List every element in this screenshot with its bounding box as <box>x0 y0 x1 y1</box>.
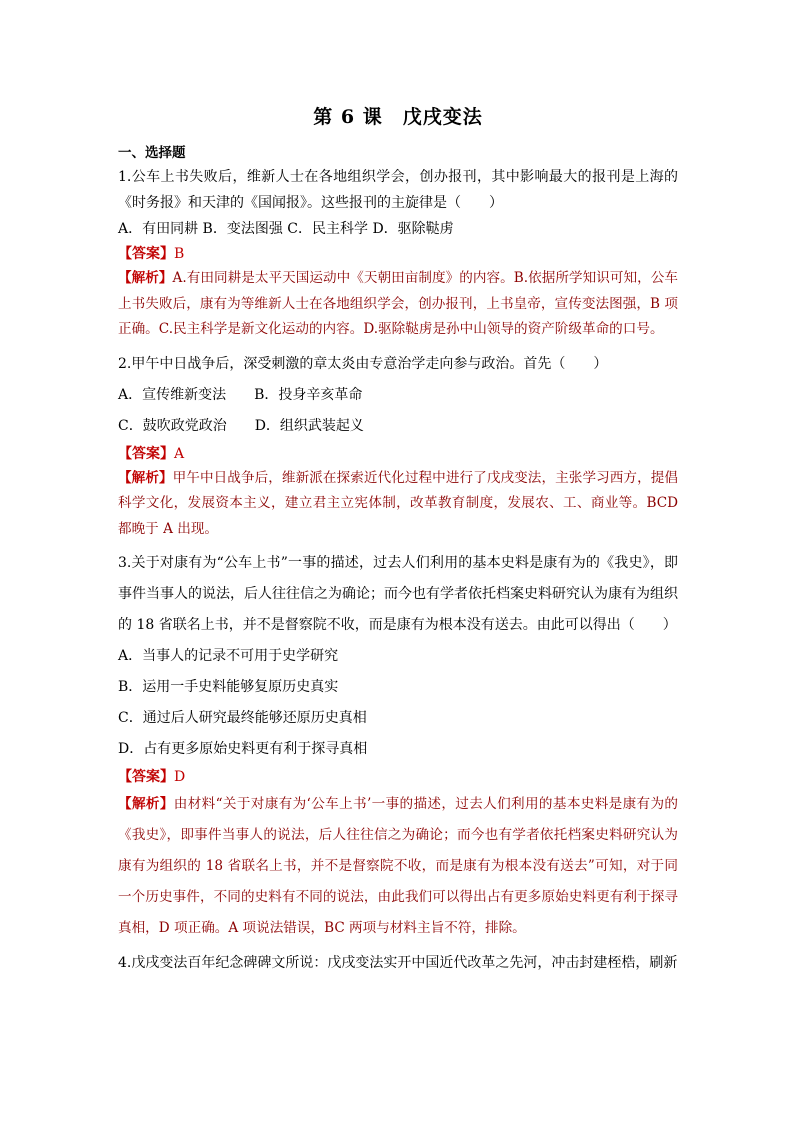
question-3-analysis <box>118 789 678 944</box>
question-2 <box>118 349 678 543</box>
answer-tag: 【答案】 <box>118 246 174 262</box>
question-2-answer <box>118 442 678 466</box>
analysis-tag: 【解析】 <box>118 796 174 812</box>
answer-tag: 【答案】 <box>118 445 174 462</box>
answer-value: B <box>174 246 185 262</box>
analysis-tag: 【解析】 <box>118 270 173 286</box>
question-3-option: A．当事人的记录不可用于史学研究 <box>118 648 339 664</box>
question-1-stem: 1.公车上书失败后，维新人士在各地组织学会，创办报刊，其中影响最大的报刊是上海的《时务报》和天津的《国闻报》。这些报刊的主旋律是（ ） <box>118 169 678 211</box>
question-1-options: A．有田同耕 B．变法图强 C．民主科学 D．驱除鞑虏 <box>118 221 454 237</box>
answer-tag: 【答案】 <box>118 769 174 785</box>
analysis-tag: 【解析】 <box>118 469 173 486</box>
section-heading: 一、选择题 <box>118 145 186 161</box>
question-4 <box>118 950 678 976</box>
question-3-stem: 3.关于对康有为“公车上书”一事的描述，过去人们利用的基本史料是康有为的《我史》，即事件当事人的说法，后人往往信之为确论；而今也有学者依托档案史料研究认为康有为组织的 18 省联名上书，并不是督察院不收，而是康有为根本没有送去。由此可以得出（ ） <box>118 555 678 633</box>
analysis-text: A.有田同耕是太平天国运动中《天朝田亩制度》的内容。B.依据所学知识可知，公车上书失败后，康有为等维新人士在各地组织学会，创办报刊，上书皇帝，宣传变法图强，B 项正确。C.民主科学是新文化运动的内容。D.驱除鞑虏是孙中山领导的资产阶级革命的口号。 <box>118 270 678 337</box>
question-1-answer <box>118 242 678 266</box>
question-3-option: D．占有更多原始史料更有利于探寻真相 <box>118 741 368 757</box>
question-2-stem: 2.甲午中日战争后，深受刺激的章太炎由专意治学走向参与政治。首先（ ） <box>118 355 608 372</box>
lesson-title: 第 6 课 戊戌变法 <box>313 106 483 128</box>
question-2-analysis <box>118 466 678 543</box>
document-body <box>118 104 678 976</box>
answer-value: D <box>174 769 186 785</box>
analysis-text: 甲午中日战争后，维新派在探索近代化过程中进行了戊戌变法，主张学习西方，提倡科学文化，发展资本主义，建立君主立宪体制，改革教育制度，发展农、工、商业等。BCD 都晚于 A 出现。 <box>118 469 678 537</box>
question-3 <box>118 548 678 944</box>
question-3-option: C．通过后人研究最终能够还原历史真相 <box>118 710 367 726</box>
question-1-analysis <box>118 266 678 343</box>
question-2-option-row: C．鼓吹政党政治 D．组织武装起义 <box>118 417 364 434</box>
answer-value: A <box>174 445 185 462</box>
question-1 <box>118 164 678 343</box>
question-4-stem: 4.戊戌变法百年纪念碑碑文所说：戊戌变法实开中国近代改革之先河，冲击封建桎梏，刷新 <box>118 955 678 971</box>
question-2-option-row: A．宣传维新变法 B．投身辛亥革命 <box>118 386 363 403</box>
analysis-text: 由材料“关于对康有为‘公车上书’一事的描述，过去人们利用的基本史料是康有为的《我史》，即事件当事人的说法，后人往往信之为确论；而今也有学者依托档案史料研究认为康有为组织的 18 省联名上书，并不是督察院不收，而是康有为根本没有送去”可知，对于同一个历史事件，不同的史料有不同的说法，由此我们可以得出占有更多原始史料更有利于探寻真相，D 项正确。A 项说法错误，BC 两项与材料主旨不符，排除。 <box>118 796 678 936</box>
question-3-option: B．运用一手史料能够复原历史真实 <box>118 679 339 695</box>
question-3-answer <box>118 765 678 789</box>
